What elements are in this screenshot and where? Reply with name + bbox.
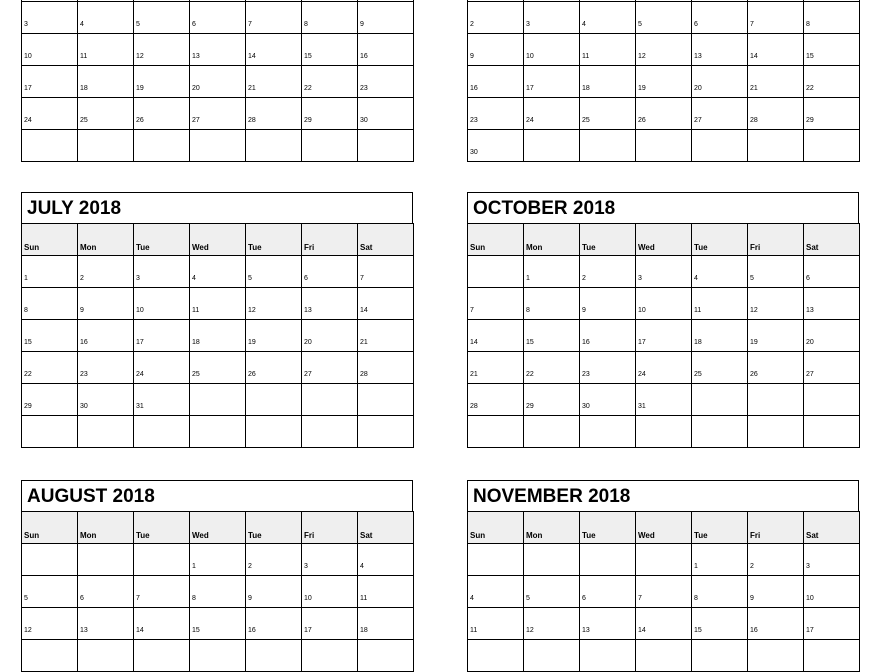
calendar-grid — [467, 511, 860, 672]
weekday-label: Sun — [22, 224, 78, 256]
day-cell: 3 — [524, 2, 580, 34]
weekday-label: Fri — [302, 224, 358, 256]
day-cell: 10 — [22, 34, 78, 66]
empty-day-cell — [190, 640, 246, 672]
day-cell: 7 — [468, 288, 524, 320]
day-cell: 16 — [580, 320, 636, 352]
day-cell: 25 — [692, 352, 748, 384]
day-cell: 27 — [692, 98, 748, 130]
calendar-september-partial — [467, 0, 859, 162]
empty-day-cell — [748, 384, 804, 416]
empty-day-cell — [358, 416, 414, 448]
day-cell: 20 — [190, 66, 246, 98]
day-cell: 23 — [580, 352, 636, 384]
weekday-label: Tue — [692, 224, 748, 256]
weekday-header-row — [468, 224, 860, 256]
empty-day-cell — [302, 384, 358, 416]
day-cell: 6 — [692, 2, 748, 34]
empty-day-cell — [636, 640, 692, 672]
calendar-july-2018 — [21, 192, 413, 448]
week-row — [22, 288, 414, 320]
day-cell: 3 — [22, 2, 78, 34]
day-cell: 3 — [804, 544, 860, 576]
week-row — [468, 34, 860, 66]
day-cell: 4 — [78, 2, 134, 34]
weekday-label: Fri — [748, 512, 804, 544]
day-cell: 13 — [692, 34, 748, 66]
week-row — [22, 98, 414, 130]
empty-day-cell — [692, 384, 748, 416]
empty-day-cell — [246, 416, 302, 448]
empty-day-cell — [692, 640, 748, 672]
empty-day-cell — [246, 130, 302, 162]
day-cell: 5 — [524, 576, 580, 608]
week-row — [468, 544, 860, 576]
day-cell: 25 — [190, 352, 246, 384]
day-cell: 30 — [78, 384, 134, 416]
week-row — [468, 576, 860, 608]
weekday-label: Tue — [246, 512, 302, 544]
day-cell: 17 — [22, 66, 78, 98]
day-cell: 2 — [468, 2, 524, 34]
day-cell: 19 — [748, 320, 804, 352]
day-cell: 24 — [134, 352, 190, 384]
day-cell: 21 — [468, 352, 524, 384]
weekday-header-row — [22, 512, 414, 544]
day-cell: 27 — [804, 352, 860, 384]
empty-day-cell — [358, 384, 414, 416]
day-cell: 14 — [358, 288, 414, 320]
calendar-grid — [21, 223, 414, 448]
empty-day-cell — [524, 544, 580, 576]
day-cell: 28 — [246, 98, 302, 130]
day-cell: 2 — [748, 544, 804, 576]
day-cell: 6 — [78, 576, 134, 608]
weekday-header-row — [468, 512, 860, 544]
empty-day-cell — [190, 384, 246, 416]
empty-day-cell — [22, 544, 78, 576]
day-cell: 12 — [524, 608, 580, 640]
day-cell: 8 — [804, 2, 860, 34]
empty-day-cell — [524, 130, 580, 162]
empty-day-cell — [804, 640, 860, 672]
empty-day-cell — [22, 130, 78, 162]
day-cell: 29 — [804, 98, 860, 130]
weekday-label: Tue — [134, 512, 190, 544]
day-cell: 15 — [804, 34, 860, 66]
week-row — [22, 544, 414, 576]
day-cell: 30 — [580, 384, 636, 416]
weekday-label: Tue — [580, 224, 636, 256]
day-cell: 10 — [636, 288, 692, 320]
day-cell: 9 — [580, 288, 636, 320]
day-cell: 11 — [468, 608, 524, 640]
week-row — [22, 416, 414, 448]
weekday-label: Sat — [358, 512, 414, 544]
week-row — [468, 416, 860, 448]
day-cell: 11 — [692, 288, 748, 320]
empty-day-cell — [580, 416, 636, 448]
week-row — [468, 384, 860, 416]
empty-day-cell — [302, 640, 358, 672]
day-cell: 28 — [468, 384, 524, 416]
weekday-label: Sat — [804, 512, 860, 544]
day-cell: 5 — [748, 256, 804, 288]
empty-day-cell — [524, 640, 580, 672]
day-cell: 3 — [302, 544, 358, 576]
calendar-november-2018 — [467, 480, 859, 672]
weekday-label: Wed — [636, 224, 692, 256]
empty-day-cell — [804, 130, 860, 162]
empty-day-cell — [468, 640, 524, 672]
week-row — [22, 130, 414, 162]
day-cell: 13 — [302, 288, 358, 320]
day-cell: 16 — [748, 608, 804, 640]
day-cell: 11 — [78, 34, 134, 66]
day-cell: 13 — [580, 608, 636, 640]
day-cell: 4 — [358, 544, 414, 576]
day-cell: 10 — [524, 34, 580, 66]
day-cell: 11 — [190, 288, 246, 320]
day-cell: 9 — [358, 2, 414, 34]
day-cell: 1 — [190, 544, 246, 576]
day-cell: 12 — [636, 34, 692, 66]
day-cell: 16 — [468, 66, 524, 98]
day-cell: 24 — [636, 352, 692, 384]
empty-day-cell — [748, 640, 804, 672]
empty-day-cell — [692, 416, 748, 448]
day-cell: 1 — [22, 256, 78, 288]
day-cell: 29 — [22, 384, 78, 416]
weekday-label: Mon — [78, 512, 134, 544]
day-cell: 14 — [468, 320, 524, 352]
calendar-grid — [467, 223, 860, 448]
week-row — [468, 256, 860, 288]
day-cell: 12 — [22, 608, 78, 640]
day-cell: 31 — [636, 384, 692, 416]
empty-day-cell — [22, 416, 78, 448]
week-row — [468, 608, 860, 640]
day-cell: 7 — [636, 576, 692, 608]
empty-day-cell — [78, 640, 134, 672]
day-cell: 8 — [692, 576, 748, 608]
week-row — [22, 320, 414, 352]
calendar-grid — [467, 0, 860, 162]
day-cell: 8 — [190, 576, 246, 608]
day-cell: 16 — [358, 34, 414, 66]
day-cell: 23 — [358, 66, 414, 98]
week-row — [468, 66, 860, 98]
day-cell: 14 — [748, 34, 804, 66]
day-cell: 24 — [22, 98, 78, 130]
weekday-label: Mon — [78, 224, 134, 256]
day-cell: 3 — [636, 256, 692, 288]
calendar-grid — [21, 0, 414, 162]
empty-day-cell — [468, 416, 524, 448]
weekday-label: Sun — [22, 512, 78, 544]
empty-day-cell — [134, 544, 190, 576]
empty-day-cell — [358, 130, 414, 162]
empty-day-cell — [134, 416, 190, 448]
week-row — [468, 2, 860, 34]
empty-day-cell — [692, 130, 748, 162]
week-row — [22, 2, 414, 34]
calendar-october-2018 — [467, 192, 859, 448]
day-cell: 21 — [358, 320, 414, 352]
day-cell: 1 — [524, 256, 580, 288]
calendar-grid — [21, 511, 414, 672]
day-cell: 11 — [358, 576, 414, 608]
day-cell: 9 — [78, 288, 134, 320]
day-cell: 15 — [524, 320, 580, 352]
weekday-label: Tue — [692, 512, 748, 544]
calendar-title: NOVEMBER 2018 — [467, 480, 859, 511]
day-cell: 4 — [190, 256, 246, 288]
day-cell: 23 — [78, 352, 134, 384]
week-row — [22, 34, 414, 66]
empty-day-cell — [804, 416, 860, 448]
empty-day-cell — [246, 640, 302, 672]
empty-day-cell — [748, 130, 804, 162]
weekday-label: Wed — [190, 224, 246, 256]
day-cell: 22 — [22, 352, 78, 384]
empty-day-cell — [134, 640, 190, 672]
day-cell: 10 — [302, 576, 358, 608]
empty-day-cell — [358, 640, 414, 672]
day-cell: 8 — [524, 288, 580, 320]
day-cell: 9 — [246, 576, 302, 608]
week-row — [22, 576, 414, 608]
day-cell: 8 — [302, 2, 358, 34]
weekday-label: Tue — [246, 224, 302, 256]
day-cell: 30 — [468, 130, 524, 162]
day-cell: 26 — [134, 98, 190, 130]
weekday-label: Mon — [524, 224, 580, 256]
day-cell: 19 — [246, 320, 302, 352]
day-cell: 4 — [580, 2, 636, 34]
weekday-label: Mon — [524, 512, 580, 544]
day-cell: 14 — [246, 34, 302, 66]
week-row — [468, 288, 860, 320]
day-cell: 14 — [134, 608, 190, 640]
day-cell: 13 — [78, 608, 134, 640]
week-row — [468, 640, 860, 672]
day-cell: 7 — [134, 576, 190, 608]
day-cell: 26 — [246, 352, 302, 384]
day-cell: 22 — [804, 66, 860, 98]
day-cell: 29 — [302, 98, 358, 130]
day-cell: 13 — [190, 34, 246, 66]
empty-day-cell — [580, 544, 636, 576]
day-cell: 8 — [22, 288, 78, 320]
day-cell: 7 — [358, 256, 414, 288]
day-cell: 27 — [190, 98, 246, 130]
day-cell: 12 — [748, 288, 804, 320]
day-cell: 20 — [804, 320, 860, 352]
empty-day-cell — [190, 416, 246, 448]
week-row — [22, 256, 414, 288]
day-cell: 18 — [692, 320, 748, 352]
day-cell: 23 — [468, 98, 524, 130]
day-cell: 17 — [134, 320, 190, 352]
day-cell: 16 — [246, 608, 302, 640]
day-cell: 22 — [524, 352, 580, 384]
day-cell: 7 — [748, 2, 804, 34]
day-cell: 12 — [246, 288, 302, 320]
day-cell: 17 — [804, 608, 860, 640]
day-cell: 7 — [246, 2, 302, 34]
weekday-label: Fri — [748, 224, 804, 256]
day-cell: 15 — [302, 34, 358, 66]
weekday-label: Sun — [468, 224, 524, 256]
week-row — [22, 608, 414, 640]
day-cell: 12 — [134, 34, 190, 66]
empty-day-cell — [302, 416, 358, 448]
calendar-title: OCTOBER 2018 — [467, 192, 859, 223]
empty-day-cell — [78, 130, 134, 162]
day-cell: 25 — [78, 98, 134, 130]
empty-day-cell — [134, 130, 190, 162]
empty-day-cell — [636, 416, 692, 448]
day-cell: 15 — [190, 608, 246, 640]
day-cell: 6 — [804, 256, 860, 288]
day-cell: 27 — [302, 352, 358, 384]
day-cell: 6 — [580, 576, 636, 608]
day-cell: 9 — [748, 576, 804, 608]
calendar-title: JULY 2018 — [21, 192, 413, 223]
day-cell: 31 — [134, 384, 190, 416]
week-row — [468, 320, 860, 352]
day-cell: 10 — [804, 576, 860, 608]
weekday-header-row — [22, 224, 414, 256]
day-cell: 4 — [692, 256, 748, 288]
empty-day-cell — [78, 544, 134, 576]
day-cell: 20 — [302, 320, 358, 352]
day-cell: 26 — [748, 352, 804, 384]
day-cell: 25 — [580, 98, 636, 130]
week-row — [468, 130, 860, 162]
day-cell: 9 — [468, 34, 524, 66]
empty-day-cell — [246, 384, 302, 416]
day-cell: 24 — [524, 98, 580, 130]
empty-day-cell — [468, 544, 524, 576]
day-cell: 18 — [358, 608, 414, 640]
day-cell: 21 — [748, 66, 804, 98]
day-cell: 16 — [78, 320, 134, 352]
day-cell: 2 — [78, 256, 134, 288]
day-cell: 26 — [636, 98, 692, 130]
day-cell: 5 — [636, 2, 692, 34]
day-cell: 5 — [246, 256, 302, 288]
empty-day-cell — [468, 256, 524, 288]
weekday-label: Fri — [302, 512, 358, 544]
day-cell: 13 — [804, 288, 860, 320]
day-cell: 4 — [468, 576, 524, 608]
day-cell: 2 — [580, 256, 636, 288]
empty-day-cell — [302, 130, 358, 162]
day-cell: 6 — [190, 2, 246, 34]
day-cell: 10 — [134, 288, 190, 320]
day-cell: 18 — [190, 320, 246, 352]
day-cell: 1 — [692, 544, 748, 576]
day-cell: 5 — [22, 576, 78, 608]
weekday-label: Tue — [580, 512, 636, 544]
weekday-label: Tue — [134, 224, 190, 256]
day-cell: 15 — [22, 320, 78, 352]
day-cell: 18 — [580, 66, 636, 98]
weekday-label: Sat — [804, 224, 860, 256]
day-cell: 11 — [580, 34, 636, 66]
day-cell: 17 — [636, 320, 692, 352]
empty-day-cell — [524, 416, 580, 448]
day-cell: 21 — [246, 66, 302, 98]
day-cell: 28 — [748, 98, 804, 130]
week-row — [468, 98, 860, 130]
week-row — [22, 66, 414, 98]
day-cell: 3 — [134, 256, 190, 288]
empty-day-cell — [636, 130, 692, 162]
day-cell: 19 — [636, 66, 692, 98]
week-row — [22, 352, 414, 384]
day-cell: 17 — [302, 608, 358, 640]
day-cell: 6 — [302, 256, 358, 288]
day-cell: 18 — [78, 66, 134, 98]
empty-day-cell — [78, 416, 134, 448]
empty-day-cell — [190, 130, 246, 162]
day-cell: 29 — [524, 384, 580, 416]
day-cell: 14 — [636, 608, 692, 640]
weekday-label: Sat — [358, 224, 414, 256]
empty-day-cell — [748, 416, 804, 448]
weekday-label: Sun — [468, 512, 524, 544]
day-cell: 15 — [692, 608, 748, 640]
weekday-label: Wed — [190, 512, 246, 544]
day-cell: 30 — [358, 98, 414, 130]
week-row — [22, 384, 414, 416]
empty-day-cell — [580, 640, 636, 672]
day-cell: 20 — [692, 66, 748, 98]
calendar-august-2018 — [21, 480, 413, 672]
day-cell: 22 — [302, 66, 358, 98]
day-cell: 28 — [358, 352, 414, 384]
day-cell: 5 — [134, 2, 190, 34]
calendar-april-partial — [21, 0, 413, 162]
calendar-title: AUGUST 2018 — [21, 480, 413, 511]
empty-day-cell — [804, 384, 860, 416]
empty-day-cell — [636, 544, 692, 576]
weekday-label: Wed — [636, 512, 692, 544]
week-row — [468, 352, 860, 384]
empty-day-cell — [580, 130, 636, 162]
week-row — [22, 640, 414, 672]
day-cell: 17 — [524, 66, 580, 98]
day-cell: 19 — [134, 66, 190, 98]
day-cell: 2 — [246, 544, 302, 576]
empty-day-cell — [22, 640, 78, 672]
